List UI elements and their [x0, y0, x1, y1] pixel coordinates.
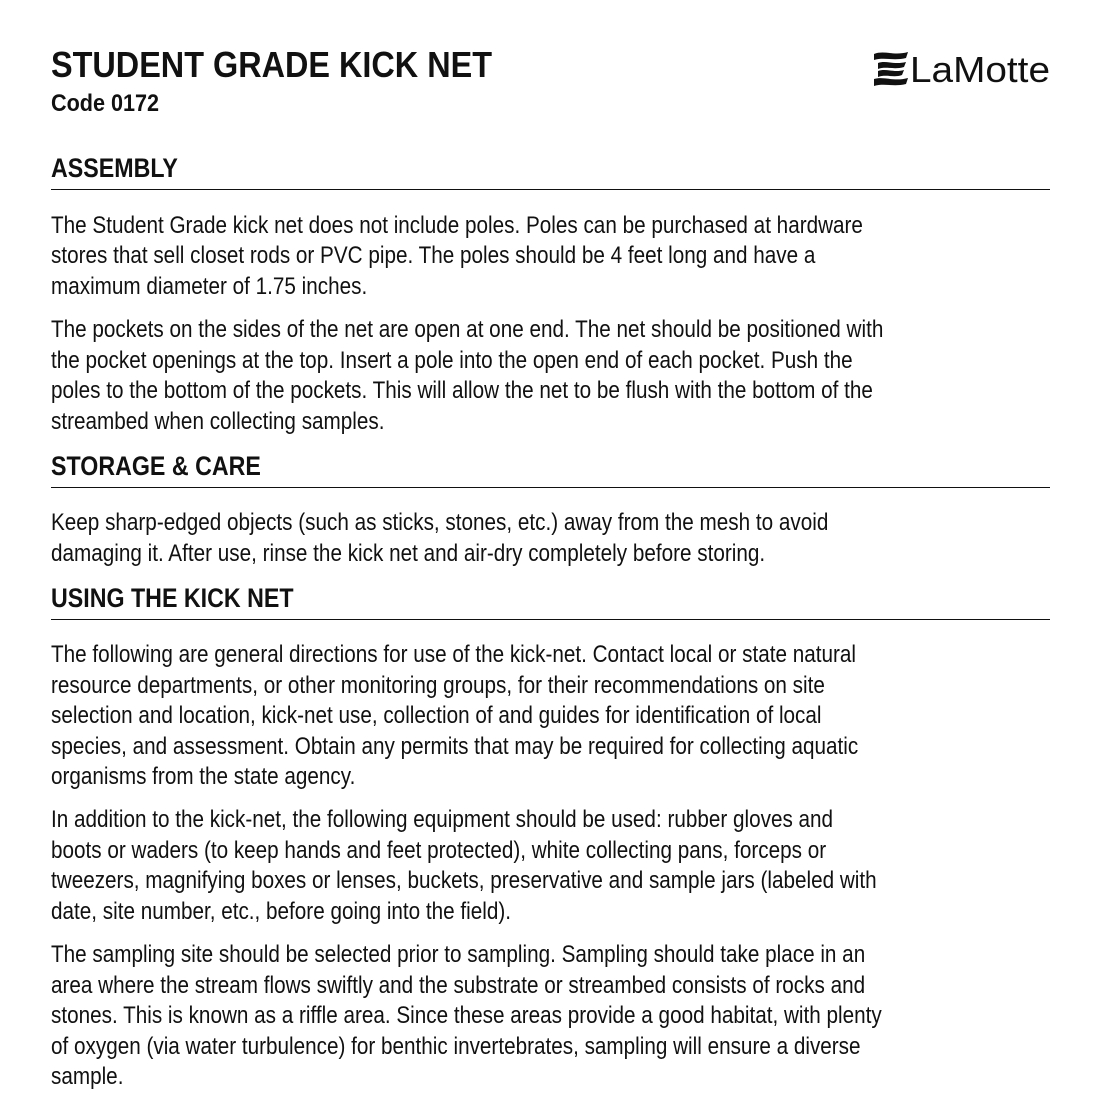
text-line: selection and location, kick-net use, collection of and guides for identification of local [51, 702, 822, 729]
text-line: of oxygen (via water turbulence) for benthic invertebrates, sampling will ensure a diverse [51, 1033, 861, 1060]
text-line: The Student Grade kick net does not include poles. Poles can be purchased at hardware [51, 212, 863, 239]
section-heading-assembly: ASSEMBLY [51, 153, 178, 183]
section-divider [51, 487, 1050, 488]
text-line: poles to the bottom of the pockets. This will allow the net to be flush with the bottom of the [51, 377, 873, 404]
section-heading-using-kick-net: USING THE KICK NET [51, 583, 294, 613]
lamotte-logo [872, 48, 1052, 88]
text-line: The pockets on the sides of the net are open at one end. The net should be positioned with [51, 316, 884, 343]
text-line: organisms from the state agency. [51, 763, 356, 790]
text-line: streambed when collecting samples. [51, 408, 385, 435]
section-divider [51, 189, 1050, 190]
text-line: the pocket openings at the top. Insert a pole into the open end of each pocket. Push the [51, 347, 853, 374]
lamotte-wave-icon [872, 48, 1052, 88]
text-line: date, site number, etc., before going into the field). [51, 898, 512, 925]
text-line: stones. This is known as a riffle area. Since these areas provide a good habitat, with plenty [51, 1002, 882, 1029]
text-line: In addition to the kick-net, the following equipment should be used: rubber gloves and [51, 806, 834, 833]
text-line: resource departments, or other monitoring groups, for their recommendations on site [51, 672, 825, 699]
text-line: Keep sharp-edged objects (such as sticks, stones, etc.) away from the mesh to avoid [51, 509, 829, 536]
text-line: maximum diameter of 1.75 inches. [51, 273, 368, 300]
text-line: damaging it. After use, rinse the kick net and air-dry completely before storing. [51, 540, 766, 567]
text-line: species, and assessment. Obtain any permits that may be required for collecting aquatic [51, 733, 859, 760]
text-line: sample. [51, 1063, 124, 1090]
text-line: boots or waders (to keep hands and feet protected), white collecting pans, forceps or [51, 837, 827, 864]
text-line: area where the stream flows swiftly and the substrate or streambed consists of rocks and [51, 972, 866, 999]
text-line: The sampling site should be selected prior to sampling. Sampling should take place in an [51, 941, 866, 968]
section-heading-storage-care: STORAGE & CARE [51, 451, 261, 481]
text-line: stores that sell closet rods or PVC pipe. The poles should be 4 feet long and have a [51, 242, 816, 269]
text-line: The following are general directions for use of the kick-net. Contact local or state natural [51, 641, 856, 668]
text-line: tweezers, magnifying boxes or lenses, buckets, preservative and sample jars (labeled with [51, 867, 877, 894]
document-title: STUDENT GRADE KICK NET [51, 44, 493, 85]
logo-wordmark: LaMotte [910, 49, 1050, 88]
product-code: Code 0172 [51, 90, 160, 117]
section-divider [51, 619, 1050, 620]
